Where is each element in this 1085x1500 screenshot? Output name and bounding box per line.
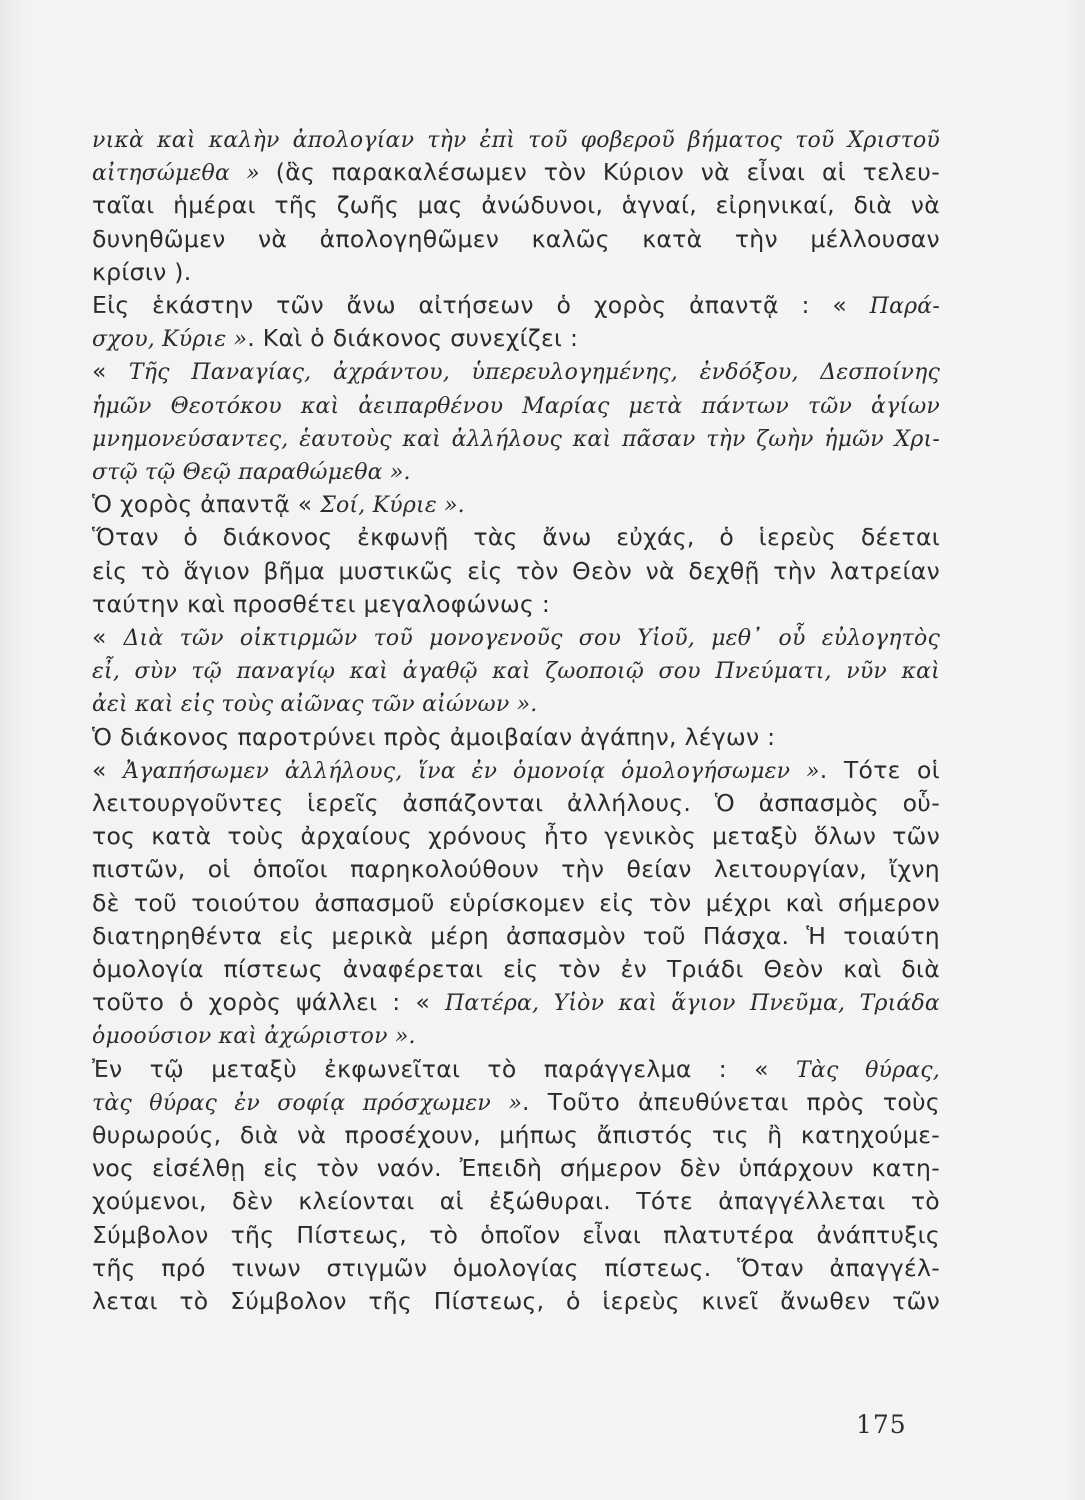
text-line xyxy=(92,589,550,619)
italic-quote-segment: αἰτησώμεθα » xyxy=(92,161,276,187)
text-line xyxy=(92,522,940,552)
text-line xyxy=(92,1220,940,1250)
text-segment: Ὅταν ὁ διάκονος ἐκφωνῇ τὰς ἄνω εὐχάς, ὁ ἱερεὺς δέεται xyxy=(92,523,940,552)
italic-quote-segment: μνημονεύσαντες, ἑαυτοὺς καὶ ἀλλήλους καὶ πᾶσαν τὴν ζωὴν ἡμῶν Χρι- xyxy=(92,426,940,452)
text-line xyxy=(92,821,940,851)
text-segment: Σύμβολον τῆς Πίστεως, τὸ ὁποῖον εἶναι πλατυτέρα ἀνάπτυξις xyxy=(92,1220,940,1249)
italic-quote-segment: Τῆς Παναγίας, ἀχράντου, ὑπερευλογημένης, ἐνδόξου, Δεσποίνης xyxy=(128,360,940,386)
text-line xyxy=(92,987,940,1017)
text-segment: . Τότε οἱ xyxy=(819,755,940,784)
text-line xyxy=(92,722,775,752)
text-line xyxy=(92,1020,416,1050)
text-line xyxy=(92,854,940,884)
italic-quote-segment: Παρά- xyxy=(869,294,940,319)
text-line xyxy=(92,1087,940,1117)
text-line xyxy=(92,423,940,453)
text-segment: « xyxy=(92,623,124,651)
text-segment: Εἰς ἑκάστην τῶν ἄνω αἰτήσεων ὁ χορὸς ἀπαντᾷ : « xyxy=(92,291,870,319)
text-line xyxy=(92,224,940,254)
text-segment: ταύτην καὶ προσθέτει μεγαλοφώνως : xyxy=(92,589,551,618)
text-line xyxy=(92,489,465,519)
text-line xyxy=(92,1120,940,1150)
text-line xyxy=(92,1253,940,1283)
text-line xyxy=(92,655,940,685)
text-segment: τοῦτο ὁ χορὸς ψάλλει : « xyxy=(92,988,446,1017)
italic-quote-segment: τὰς θύρας ἐν σοφίᾳ πρόσχωμεν » xyxy=(92,1090,522,1116)
italic-quote-segment: στῷ τῷ Θεῷ παραθώμεθα ». xyxy=(92,460,411,485)
text-line xyxy=(92,1153,940,1183)
text-segment: Ὁ χορὸς ἀπαντᾷ « xyxy=(92,490,321,519)
text-segment: διατηρηθέντα εἰς μερικὰ μέρη ἀσπασμὸν τοῦ Πάσχα. Ἡ τοιαύτη xyxy=(92,921,940,950)
text-segment: εἰς τὸ ἅγιον βῆμα μυστικῶς εἰς τὸν Θεὸν νὰ δεχθῇ τὴν λατρείαν xyxy=(92,556,940,585)
italic-quote-segment: Ἀγαπήσωμεν ἀλλήλους, ἵνα ἐν ὁμονοίᾳ ὁμολογήσωμεν » xyxy=(123,758,820,784)
text-line xyxy=(92,323,578,353)
text-line xyxy=(92,290,940,320)
text-line xyxy=(92,124,940,154)
text-line xyxy=(92,921,940,951)
italic-quote-segment: ἀεὶ καὶ εἰς τοὺς αἰῶνας τῶν αἰώνων ». xyxy=(92,692,538,718)
text-segment: νος εἰσέλθῃ εἰς τὸν ναόν. Ἐπειδὴ σήμερον δὲν ὑπάρχουν κατη- xyxy=(92,1154,940,1183)
text-line xyxy=(92,257,192,287)
text-segment: . Τοῦτο ἀπευθύνεται πρὸς τοὺς xyxy=(522,1087,940,1116)
text-line xyxy=(92,622,940,652)
text-segment: δὲ τοῦ τοιούτου ἀσπασμοῦ εὑρίσκομεν εἰς τὸν μέχρι καὶ σήμερον xyxy=(92,888,940,917)
text-line xyxy=(92,954,940,984)
text-segment: ταῖαι ἡμέραι τῆς ζωῆς μας ἀνώδυνοι, ἁγναί, εἰρηνικαί, διὰ νὰ xyxy=(92,191,940,220)
text-line xyxy=(92,390,940,420)
text-line xyxy=(92,688,537,718)
text-line xyxy=(92,755,940,785)
text-segment: « xyxy=(92,755,124,784)
italic-quote-segment: Τὰς θύρας, xyxy=(796,1057,940,1083)
text-segment: τος κατὰ τοὺς ἀρχαίους χρόνους ἦτο γενικὸς μεταξὺ ὅλων τῶν xyxy=(92,822,940,851)
text-segment: ὁμολογία πίστεως ἀναφέρεται εἰς τὸν ἐν Τριάδι Θεὸν καὶ διὰ xyxy=(92,955,940,983)
text-line xyxy=(92,157,940,187)
page-number: 175 xyxy=(856,1410,907,1439)
text-line xyxy=(92,190,940,220)
text-line xyxy=(92,1186,940,1216)
text-line xyxy=(92,456,411,486)
text-segment: (ἃς παρακαλέσωμεν τὸν Κύριον νὰ εἶναι αἱ τελευ- xyxy=(275,158,940,187)
text-segment: πιστῶν, οἱ ὁποῖοι παρηκολούθουν τὴν θείαν λειτουργίαν, ἴχνη xyxy=(92,855,940,884)
text-line xyxy=(92,888,940,918)
italic-quote-segment: εἶ, σὺν τῷ παναγίῳ καὶ ἀγαθῷ καὶ ζωοποιῷ σου Πνεύματι, νῦν καὶ xyxy=(92,659,940,685)
italic-quote-segment: Πατέρα, Υἱὸν καὶ ἅγιον Πνεῦμα, Τριάδα xyxy=(445,991,940,1017)
text-line xyxy=(92,1054,940,1084)
text-segment: θυρωρούς, διὰ νὰ προσέχουν, μήπως ἄπιστός τις ἢ κατηχούμε- xyxy=(92,1121,940,1149)
text-line xyxy=(92,556,940,586)
text-segment: Ὁ διάκονος παροτρύνει πρὸς ἀμοιβαίαν ἀγάπην, λέγων : xyxy=(92,722,776,751)
text-segment: Ἐν τῷ μεταξὺ ἐκφωνεῖται τὸ παράγγελμα : « xyxy=(92,1054,797,1083)
italic-quote-segment: ὁμοούσιον καὶ ἀχώριστον ». xyxy=(92,1024,416,1050)
italic-quote-segment: νικὰ καὶ καλὴν ἀπολογίαν τὴν ἐπὶ τοῦ φοβεροῦ βήματος τοῦ Χριστοῦ xyxy=(92,128,940,153)
text-segment: δυνηθῶμεν νὰ ἀπολογηθῶμεν καλῶς κατὰ τὴν μέλλουσαν xyxy=(92,224,940,253)
text-line xyxy=(92,788,940,818)
text-line xyxy=(92,1286,940,1316)
italic-quote-segment: Σοί, Κύριε ». xyxy=(320,493,465,519)
text-segment: χούμενοι, δὲν κλείονται αἱ ἐξώθυραι. Τότε ἀπαγγέλλεται τὸ xyxy=(92,1187,940,1216)
text-segment: λεται τὸ Σύμβολον τῆς Πίστεως, ὁ ἱερεὺς κινεῖ ἄνωθεν τῶν xyxy=(92,1287,940,1315)
text-segment: . Καὶ ὁ διάκονος συνεχίζει : xyxy=(247,324,579,353)
text-segment: τῆς πρό τινων στιγμῶν ὁμολογίας πίστεως. Ὅταν ἀπαγγέλ- xyxy=(92,1253,940,1282)
text-segment: « xyxy=(92,357,129,386)
italic-quote-segment: Διὰ τῶν οἰκτιρμῶν τοῦ μονογενοῦς σου Υἱοῦ, μεθ᾽ οὗ εὐλογητὸς xyxy=(123,626,940,651)
italic-quote-segment: ἡμῶν Θεοτόκου καὶ ἀειπαρθένου Μαρίας μετὰ πάντων τῶν ἁγίων xyxy=(92,393,940,419)
text-segment: λειτουργοῦντες ἱερεῖς ἀσπάζονται ἀλλήλους. Ὁ ἀσπασμὸς οὗ- xyxy=(92,789,940,817)
text-line xyxy=(92,356,940,386)
italic-quote-segment: σχου, Κύριε » xyxy=(92,327,248,353)
text-segment: κρίσιν ). xyxy=(92,257,192,286)
